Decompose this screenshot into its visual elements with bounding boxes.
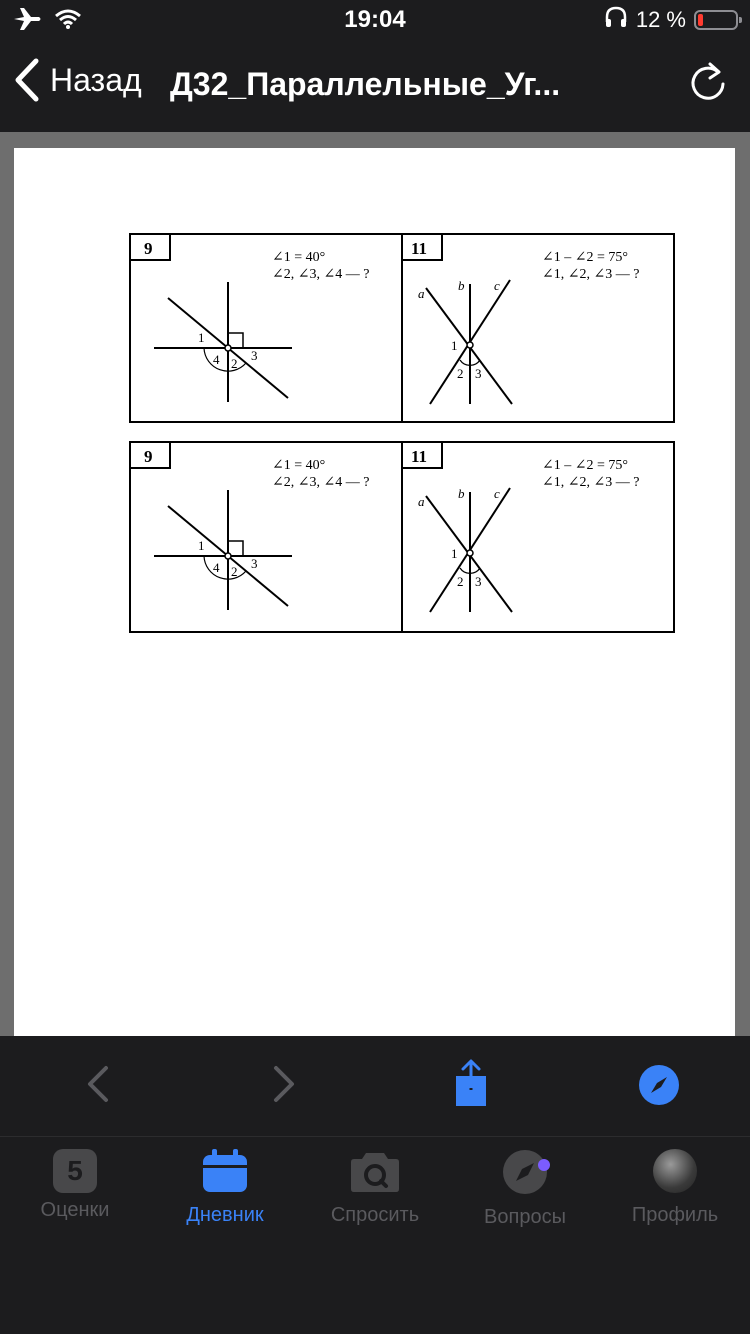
line-label: c [494, 486, 500, 501]
tab-diary[interactable] [150, 1149, 300, 1227]
page-title: Д32_Параллельные_Уг... [170, 66, 561, 102]
battery-icon [694, 10, 738, 30]
angle-label: 3 [475, 366, 482, 381]
tab-grades[interactable] [0, 1149, 150, 1222]
line-label: a [418, 494, 425, 509]
angle-label: 1 [198, 538, 205, 553]
status-bar [0, 0, 750, 40]
reload-icon [688, 60, 728, 106]
angle-label: 1 [451, 546, 458, 561]
angle-label: 3 [251, 556, 258, 571]
tab-label: Дневник [186, 1204, 264, 1226]
problem-question: ∠1, ∠2, ∠3 — ? [542, 475, 640, 490]
problem-number: 9 [144, 239, 153, 258]
chevron-right-icon[interactable] [270, 1062, 300, 1111]
tab-profile[interactable] [600, 1149, 750, 1227]
tab-bar [0, 1137, 750, 1334]
angle-label: 3 [475, 574, 482, 589]
tab-label: Спросить [330, 1204, 420, 1226]
grade-5-icon: 5 [53, 1149, 97, 1193]
problem-given: ∠1 – ∠2 = 75° [542, 458, 628, 473]
avatar [653, 1149, 697, 1193]
problem-number: 9 [144, 447, 153, 466]
document-viewer[interactable] [0, 132, 750, 1036]
battery-percent: 12 % [635, 7, 686, 32]
angle-label: 1 [451, 338, 458, 353]
angle-label: 1 [198, 330, 205, 345]
angle-label: 2 [231, 564, 238, 579]
problem-question: ∠2, ∠3, ∠4 — ? [272, 475, 370, 490]
compass-icon[interactable] [638, 1064, 680, 1111]
worksheet-set-1 [130, 234, 674, 422]
angle-label: 2 [231, 356, 238, 371]
calendar-icon [202, 1180, 248, 1197]
clock: 19:04 [344, 6, 406, 33]
problem-given: ∠1 = 40° [272, 458, 326, 473]
chevron-left-icon[interactable] [82, 1062, 112, 1111]
angle-label: 2 [457, 574, 464, 589]
line-label: c [494, 278, 500, 293]
notification-dot [538, 1159, 550, 1171]
headphones-icon [604, 6, 628, 34]
share-icon[interactable] [452, 1058, 490, 1113]
angle-label: 3 [251, 348, 258, 363]
worksheet-image [14, 148, 735, 1036]
problem-given: ∠1 = 40° [272, 250, 326, 265]
tab-label: Оценки [40, 1199, 110, 1221]
back-button[interactable] [14, 58, 142, 102]
problem-number: 11 [411, 447, 428, 466]
document-page [14, 148, 735, 1036]
line-label: a [418, 286, 425, 301]
angle-label: 4 [213, 352, 220, 367]
worksheet-set-2 [130, 442, 674, 632]
problem-question: ∠1, ∠2, ∠3 — ? [542, 267, 640, 282]
camera-icon [350, 1180, 400, 1197]
tab-ask[interactable] [300, 1149, 450, 1227]
browser-toolbar [0, 1036, 750, 1137]
compass-icon [502, 1182, 548, 1199]
problem-given: ∠1 – ∠2 = 75° [542, 250, 628, 265]
reload-button[interactable] [688, 60, 728, 111]
line-label: b [458, 278, 465, 293]
back-label: Назад [50, 61, 142, 98]
angle-label: 2 [457, 366, 464, 381]
angle-label: 4 [213, 560, 220, 575]
line-label: b [458, 486, 465, 501]
navigation-bar [0, 40, 750, 132]
problem-number: 11 [411, 239, 428, 258]
chevron-left-icon [14, 58, 40, 102]
tab-label: Профиль [631, 1204, 719, 1226]
tab-label: Вопросы [484, 1206, 566, 1228]
problem-question: ∠2, ∠3, ∠4 — ? [272, 267, 370, 282]
tab-questions[interactable] [450, 1149, 600, 1229]
